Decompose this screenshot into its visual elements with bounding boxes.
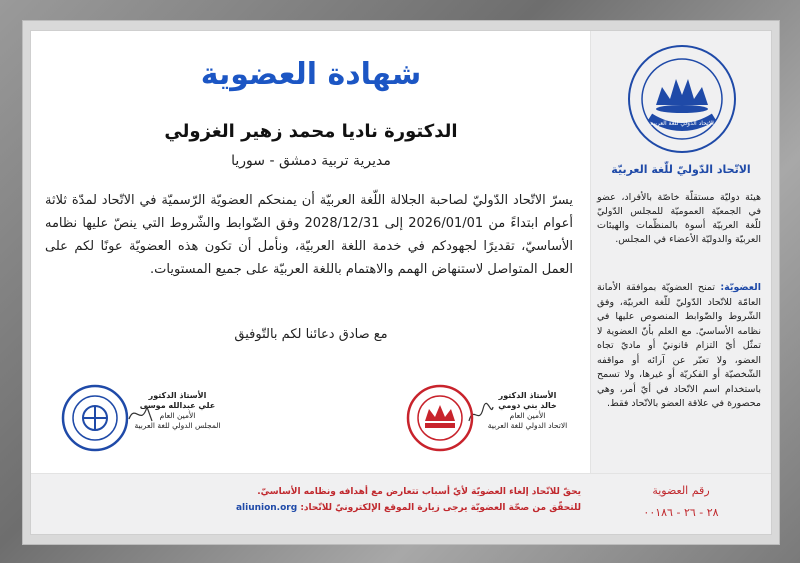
signature-name: علي عبدالله موسى [139, 401, 216, 410]
recipient-place: مديرية تربية دمشق - سوريا [231, 153, 391, 169]
certificate-body: يسرّ الاتّحاد الدّوليّ لصاحبة الجلالة اللّغة العربيّة أن يمنحكم العضويّة الرّسميّة في الاتّحاد لمدّة ثلاثة أعوام ابتداءً من 2026/01/01 إلى 2028/12/31 وفق الضّوابط والشّروط التي ينصّ عليها نظامه الأساسيّ، تقديرًا لجهودكم في خدمة اللغة العربيّة، ونأمل أن تكون هذه العضويّة عونًا لكم على العمل المتواصل لاستنهاض الهمم والاهتمام باللغة العربيّة على جميع المستويات. [45, 193, 573, 277]
signature-org: المجلس الدولي للغة العربية [134, 421, 221, 430]
red-stamp-icon [405, 383, 475, 453]
membership-text: تمنح العضويّة بموافقة الأمانة العامّة للاتّحاد الدّوليّ للّغة العربيّة، وفق الشّروط والضّوابط المنصوص عليها في نظامه الأساسيّ. مع العلم بأنّ العضوية لا تمثّل أيّ التزام قانونيّ أو ماديّ تجاه العضو، ولا تعبّر عن آرائه أو مواقفه الشّخصيّة أو الفكريّة أو غيرها، ولا تسمح باستخدام اسم الاتّحاد في أيّ أمر، وهي محصورة في علاقة العضو بالاتّحاد فقط. [597, 282, 761, 409]
certificate-paper [30, 30, 772, 535]
signature-org: الاتحاد الدولي للغة العربية [487, 421, 568, 430]
org-name: الاتّحاد الدّوليّ للّغة العربيّة [611, 163, 751, 176]
cancellation-note: يحقّ للاتّحاد إلغاء العضويّة لأيّ أسباب تتعارض مع أهدافه ونظامه الأساسيّ. [257, 487, 581, 497]
membership-label: العضويّة: [720, 282, 761, 293]
footer-notes [41, 484, 581, 516]
membership-number: ٢٨ - ٢٦ - ٠٠١٨٦ [643, 506, 719, 519]
membership-info [597, 281, 761, 412]
recipient-name: الدكتورة ناديا محمد زهير الغزولي [164, 121, 458, 142]
verification-text: للتحقّق من صحّة العضويّة يرجى زيارة الموقع الإلكترونيّ للاتّحاد: [300, 503, 581, 513]
union-logo-icon [626, 43, 738, 155]
signature-title: الأستاذ الدكتور [498, 391, 557, 400]
signature-title: الأستاذ الدكتور [148, 391, 207, 400]
signature-role: الأمين العام [159, 411, 196, 420]
logo-band-text: الاتحاد الدولي للغة العربية [650, 120, 714, 127]
org-description: هيئة دوليّة مستقلّة خاصّة بالأفراد، عضو في الجمعيّة العموميّة للمجلس الدّوليّ للّغة العربيّة أسوة بالمنظّمات والهيئات العربيّة والدوليّة الأعضاء في المجلس. [597, 192, 761, 245]
membership-number-label: رقم العضوية [652, 484, 710, 497]
certificate-footer [31, 473, 771, 534]
signature-name: خالد بني دومي [498, 401, 557, 410]
signature-block-secretary-union [395, 391, 575, 471]
union-logo [626, 43, 738, 155]
signature-block-secretary-council [45, 391, 225, 471]
info-sidebar [590, 31, 771, 474]
handwritten-signature-icon [125, 399, 155, 429]
verification-note [41, 500, 581, 516]
signature-role: الأمين العام [509, 411, 546, 420]
website-link[interactable]: aliunion.org [235, 503, 298, 513]
certificate-title: شهادة العضوية [200, 57, 422, 92]
closing-line: مع صادق دعائنا لكم بالتّوفيق [234, 327, 388, 342]
blue-stamp-icon [60, 383, 130, 453]
